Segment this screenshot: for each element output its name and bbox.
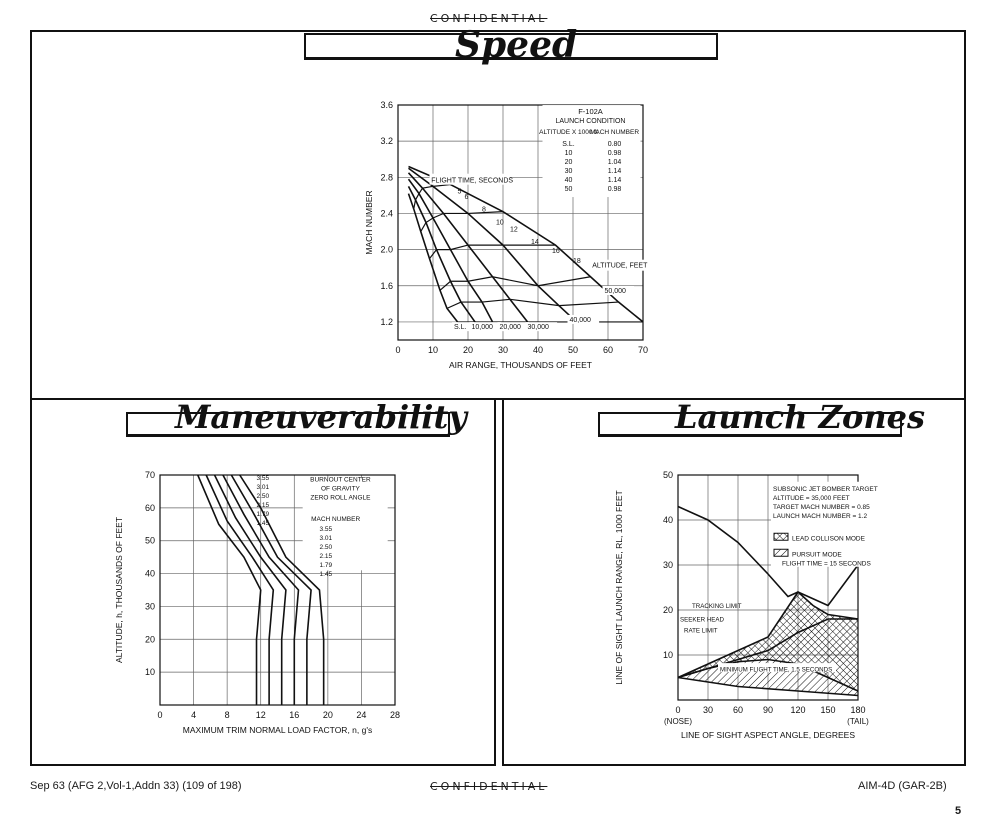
y-axis-label: MACH NUMBER [364,190,374,255]
legend-entry-lower: 1.45 [319,570,333,578]
x-tick-label: 16 [289,710,300,720]
y-tick-label: 30 [144,601,155,612]
inset-table-cell: 40 [564,177,573,185]
inset-table-cell: 1.04 [607,159,622,167]
launch-zones-title: Launch Zones [675,398,925,436]
annotation-text: TARGET MACH NUMBER = 0.85 [773,503,870,511]
x-axis-label: MAXIMUM TRIM NORMAL LOAD FACTOR, n, g's [182,725,373,735]
footer-classification: CONFIDENTIAL [430,780,548,793]
y-axis-label: ALTITUDE, h, THOUSANDS OF FEET [114,516,124,664]
y-tick-label: 60 [144,502,155,513]
x-tick-label: 180 [850,705,866,715]
series-line-2-15 [215,475,286,705]
x-tick-label: 12 [255,710,266,720]
y-axis-label: LINE OF SIGHT LAUNCH RANGE, RL, 1000 FEET [614,490,624,685]
x-tick-label: 0 [157,710,163,720]
inset-table-cell: 1.14 [607,177,622,185]
x-axis-label: AIR RANGE, THOUSANDS OF FEET [449,360,592,370]
footer-right: AIM-4D (GAR-2B) [858,780,947,792]
x-tick-note-left: (NOSE) [664,717,692,726]
x-tick-label: 20 [322,710,333,720]
legend-entry-upper: 2.50 [256,493,270,500]
maneuverability-title: Maneuverability [175,398,467,436]
page-number: 5 [955,805,962,817]
x-axis-label: LINE OF SIGHT ASPECT ANGLE, DEGREES [681,730,855,740]
legend-entry-upper: 3.55 [256,475,270,482]
flight-time-number: 12 [510,226,518,234]
curve-label-seeker-2: RATE LIMIT [684,627,718,635]
flight-time-number: 8 [482,206,486,214]
annotation-text: BURNOUT CENTER [310,476,371,484]
inset-table-cell: 0.98 [607,150,622,158]
legend-entry: LEAD COLLISON MODE [792,535,865,543]
speed-title: Speed [455,24,578,66]
flight-time-number: 6 [464,194,469,201]
annotation-text: ALTITUDE = 35,000 FEET [773,494,850,502]
annotation-text: SUBSONIC JET BOMBER TARGET [773,485,878,493]
y-tick-label: 2.0 [380,244,393,255]
inset-table-title: F-102A [578,107,603,117]
legend-entry-upper: 3.01 [256,484,270,491]
x-tick-label: 90 [762,705,774,715]
x-tick-label: 24 [356,710,367,720]
launch-zones-chart [610,465,910,745]
flight-time-number: 5 [457,188,462,196]
legend-entry-lower: 2.50 [319,543,333,551]
legend-title: MACH NUMBER [311,516,361,523]
legend-entry-upper: 1.45 [256,520,270,527]
inset-table-cell: 0.80 [607,141,622,149]
inset-table-cell: 50 [564,186,573,194]
inset-table-cell: 1.14 [607,168,622,176]
y-tick-label: 20 [144,634,155,645]
y-tick-label: 3.2 [380,136,393,147]
y-tick-label: 1.2 [380,316,393,327]
y-tick-label: 70 [144,470,155,480]
x-tick-label: 120 [790,705,806,715]
legend-entry-lower: 1.79 [319,561,333,569]
legend-entry-upper: 1.79 [256,511,270,518]
y-tick-label: 30 [662,560,673,570]
flight-time-number: 14 [531,239,539,247]
y-tick-label: 3.6 [380,100,393,110]
series-line-1-79 [206,475,273,705]
x-tick-label: 60 [602,345,614,355]
flight-time-label: FLIGHT TIME, SECONDS [431,177,514,185]
y-tick-label: 2.4 [380,208,393,219]
maneuverability-chart [110,465,410,745]
flight-time-number: 18 [573,258,581,266]
legend-entry: FLIGHT TIME = 15 SECONDS [782,560,871,568]
x-tick-label: 4 [191,710,197,720]
header-classification: CONFIDENTIAL [430,12,548,25]
x-tick-label: 30 [497,345,509,355]
x-tick-label: 40 [532,345,544,355]
x-tick-label: 20 [462,345,474,355]
y-tick-label: 1.6 [380,280,393,291]
annotation-text: ZERO ROLL ANGLE [310,494,371,502]
legend-swatch-lead [774,533,788,540]
legend-entry: PURSUIT MODE [792,551,842,559]
altitude-value-label: 50,000 [604,288,626,295]
inset-table-cell: 10 [564,150,573,158]
annotation-text: LAUNCH MACH NUMBER = 1.2 [773,512,868,520]
speed-chart [360,95,660,380]
curve-label-tracking: TRACKING LIMIT [692,602,742,610]
altitude-value-label: 40,000 [569,316,591,324]
legend-entry-lower: 2.15 [319,552,333,560]
y-tick-label: 2.8 [380,172,393,183]
x-tick-label: 28 [389,710,401,720]
x-tick-label: 50 [567,345,579,355]
x-tick-note-right: (TAIL) [847,717,869,726]
flight-time-number: 10 [496,219,504,227]
y-tick-label: 20 [662,605,673,615]
altitude-value-label: S.L. [454,324,467,332]
y-tick-label: 10 [662,650,673,660]
legend-entry-lower: 3.01 [319,534,333,542]
curve-label-seeker-1: SEEKER HEAD [680,616,725,624]
legend-swatch-pursuit [774,549,788,556]
flight-time-line [440,277,591,291]
y-tick-label: 40 [662,515,673,525]
altitude-value-label: 10,000 [471,324,493,332]
flight-time-line [414,185,451,209]
curve-label-minft: MINIMUM FLIGHT TIME, 1.5 SECONDS [720,666,833,674]
x-tick-label: 150 [820,705,836,715]
inset-table-cell: 0.98 [607,186,622,194]
x-tick-label: 70 [637,345,649,355]
x-tick-label: 10 [427,345,439,355]
x-tick-label: 8 [224,710,230,720]
y-tick-label: 50 [144,535,155,546]
legend-entry-upper: 2.15 [256,502,270,509]
flight-time-number: 16 [552,248,560,256]
altitude-label: ALTITUDE, FEET [592,262,648,270]
inset-table-cell: S.L. [562,141,575,149]
inset-table-col1-header: ALTITUDE X 1000 ft [539,129,598,137]
x-tick-label: 0 [675,705,681,715]
inset-table-cell: 20 [564,159,573,167]
inset-table-col2-header: MACH NUMBER [589,129,640,137]
x-tick-label: 30 [702,705,714,715]
y-tick-label: 10 [144,667,155,678]
y-tick-label: 50 [662,470,673,480]
inset-table-subtitle: LAUNCH CONDITION [555,118,626,126]
inset-table-cell: 30 [564,168,573,176]
legend-entry-lower: 3.55 [319,525,333,533]
y-tick-label: 40 [144,568,155,579]
flight-time-line [447,299,619,308]
x-tick-label: 60 [732,705,744,715]
x-tick-label: 0 [395,345,401,355]
annotation-text: OF GRAVITY [321,485,360,493]
altitude-value-label: 20,000 [499,324,521,332]
altitude-value-label: 30,000 [527,324,549,332]
footer-left: Sep 63 (AFG 2,Vol-1,Addn 33) (109 of 198) [30,780,242,792]
